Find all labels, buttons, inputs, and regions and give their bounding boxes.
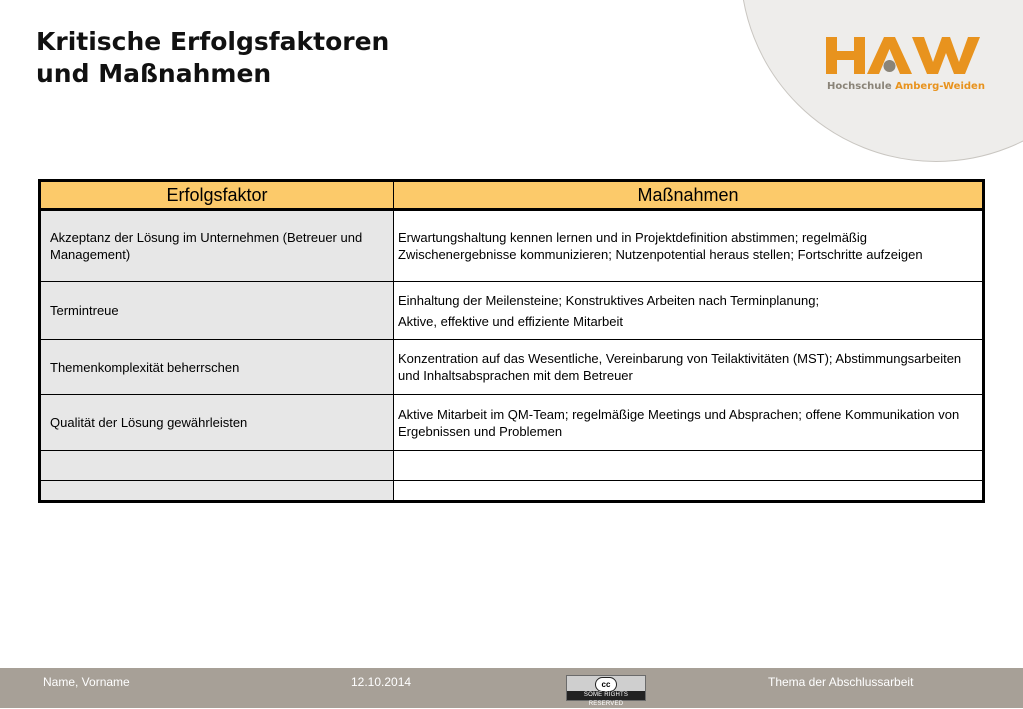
creative-commons-icon[interactable] [566,675,646,707]
cc-badge: cc [595,677,617,692]
page-title [36,26,389,90]
factor-cell [40,451,394,481]
haw-logo [826,35,986,97]
success-factors-table [38,179,985,503]
logo-text [827,81,985,92]
header-measures: Maßnahmen [394,181,984,210]
table-row [40,340,984,395]
factor-cell: Akzeptanz der Lösung im Unternehmen (Betreuer und Management) [40,210,394,282]
factor-cell: Termintreue [40,282,394,340]
footer-author: Name, Vorname [43,675,130,689]
measure-line: Aktive, effektive und effiziente Mitarbeit [398,313,623,329]
measures-cell: Erwartungshaltung kennen lernen und in Projektdefinition abstimmen; regelmäßig Zwischenergebnisse kommunizieren; Nutzenpotential heraus stellen; Fortschritte aufzeigen [394,210,984,282]
factor-cell: Qualität der Lösung gewährleisten [40,395,394,451]
measures-cell: Aktive Mitarbeit im QM-Team; regelmäßige Meetings und Absprachen; offene Kommunikation von Ergebnissen und Problemen [394,395,984,451]
table-row-empty [40,481,984,502]
measures-cell [394,481,984,502]
cc-license-text: SOME RIGHTS RESERVED [567,691,645,700]
footer-thesis-title: Thema der Abschlussarbeit [768,675,914,689]
factor-cell [40,481,394,502]
haw-logo-icon [826,35,986,79]
table-row [40,210,984,282]
table-row-empty [40,451,984,481]
measure-line: Einhaltung der Meilensteine; Konstruktives Arbeiten nach Terminplanung; [398,292,820,308]
header-factor: Erfolgsfaktor [40,181,394,210]
table-row [40,282,984,340]
footer-date: 12.10.2014 [351,675,412,689]
measures-cell: Konzentration auf das Wesentliche, Vereinbarung von Teilaktivitäten (MST); Abstimmungsarbeiten und Inhaltsabsprachen mit dem Betreuer [394,340,984,395]
logo-text-part2: Amberg-Weiden [895,81,985,92]
footer-bar [0,668,1023,708]
title-line-1: Kritische Erfolgsfaktoren [36,27,390,56]
table-row [40,395,984,451]
title-line-2: und Maßnahmen [36,59,272,88]
factor-cell: Themenkomplexität beherrschen [40,340,394,395]
table-header-row [40,181,984,210]
measures-cell [394,282,984,340]
logo-text-part1: Hochschule [827,81,892,92]
measures-cell [394,451,984,481]
